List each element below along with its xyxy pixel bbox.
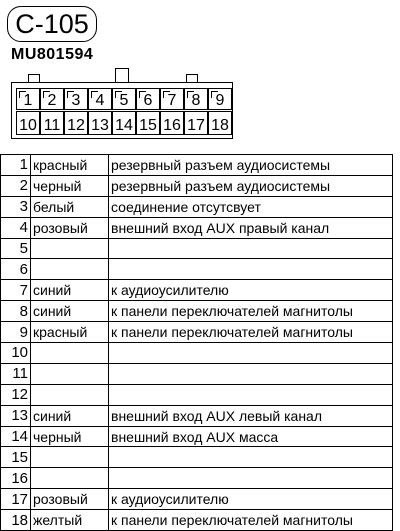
pin-number-cell: 6 bbox=[1, 259, 31, 280]
table-row bbox=[1, 426, 393, 447]
table-row bbox=[1, 280, 393, 301]
pin-number-cell: 5 bbox=[1, 238, 31, 259]
pin-key-notch bbox=[43, 91, 50, 98]
connector-pin-label: 7 bbox=[167, 92, 177, 109]
wire-color-cell bbox=[31, 468, 109, 489]
connector-pin-label: 15 bbox=[139, 117, 157, 134]
table-row bbox=[1, 175, 393, 196]
description-cell: соединение отсутсвует bbox=[109, 196, 393, 217]
pin-number-cell: 15 bbox=[1, 447, 31, 468]
pin-key-notch bbox=[91, 91, 98, 98]
connector-pin-label: 5 bbox=[119, 92, 129, 109]
connector-pin-label: 10 bbox=[19, 117, 37, 134]
connector-pin bbox=[64, 111, 88, 135]
connector-pin-label: 16 bbox=[163, 117, 181, 134]
wire-color-cell bbox=[31, 259, 109, 280]
wire-color-cell bbox=[31, 384, 109, 405]
wire-color-cell bbox=[31, 363, 109, 384]
connector-bottom-row bbox=[16, 111, 232, 135]
pin-number-cell: 4 bbox=[1, 217, 31, 238]
connector-pin bbox=[160, 88, 184, 110]
table-row bbox=[1, 259, 393, 280]
table-row bbox=[1, 196, 393, 217]
pin-number-cell: 14 bbox=[1, 426, 31, 447]
wire-color-cell: черный bbox=[31, 426, 109, 447]
description-cell: к панели переключателей магнитолы bbox=[109, 301, 393, 322]
table-row bbox=[1, 217, 393, 238]
description-cell: резервный разъем аудиосистемы bbox=[109, 155, 393, 176]
description-cell bbox=[109, 259, 393, 280]
table-row bbox=[1, 405, 393, 426]
pin-number-cell: 12 bbox=[1, 384, 31, 405]
description-cell: к аудиоусилителю bbox=[109, 280, 393, 301]
pin-number-cell: 1 bbox=[1, 155, 31, 176]
description-cell: к панели переключателей магнитолы bbox=[109, 510, 393, 531]
connector-pin bbox=[88, 88, 112, 110]
connector-tab-center bbox=[115, 68, 129, 83]
pin-key-notch bbox=[19, 91, 26, 98]
description-cell bbox=[109, 363, 393, 384]
pin-number-cell: 10 bbox=[1, 343, 31, 364]
description-cell bbox=[109, 384, 393, 405]
wire-color-cell: синий bbox=[31, 405, 109, 426]
pin-key-notch bbox=[187, 91, 194, 98]
connector-pin bbox=[88, 111, 112, 135]
wire-color-cell: розовый bbox=[31, 217, 109, 238]
table-row bbox=[1, 384, 393, 405]
wire-color-cell: розовый bbox=[31, 489, 109, 510]
connector-pin-label: 2 bbox=[47, 92, 57, 109]
pin-key-notch bbox=[163, 91, 170, 98]
connector-pin bbox=[16, 111, 40, 135]
connector-pin-label: 6 bbox=[143, 92, 153, 109]
pin-key-notch bbox=[211, 91, 218, 98]
pin-number-cell: 11 bbox=[1, 363, 31, 384]
connector-pin-label: 12 bbox=[67, 117, 85, 134]
table-row bbox=[1, 238, 393, 259]
description-cell bbox=[109, 343, 393, 364]
table-row bbox=[1, 343, 393, 364]
description-cell: внешний вход AUX левый канал bbox=[109, 405, 393, 426]
connector-top-row bbox=[16, 88, 232, 110]
wire-color-cell: желтый bbox=[31, 510, 109, 531]
connector-id: C-105 bbox=[7, 6, 97, 42]
connector-pin bbox=[64, 88, 88, 110]
description-cell: к аудиоусилителю bbox=[109, 489, 393, 510]
connector-pin-label: 8 bbox=[191, 92, 201, 109]
table-row bbox=[1, 155, 393, 176]
connector-pin-label: 14 bbox=[115, 117, 133, 134]
pin-key-notch bbox=[139, 91, 146, 98]
wire-color-cell: синий bbox=[31, 280, 109, 301]
description-cell: к панели переключателей магнитолы bbox=[109, 322, 393, 343]
connector-pin-label: 18 bbox=[211, 117, 229, 134]
pin-number-cell: 17 bbox=[1, 489, 31, 510]
pin-number-cell: 18 bbox=[1, 510, 31, 531]
connector-pin bbox=[208, 88, 232, 110]
wire-color-cell bbox=[31, 343, 109, 364]
wire-color-cell: синий bbox=[31, 301, 109, 322]
wire-color-cell bbox=[31, 238, 109, 259]
pin-key-notch bbox=[67, 91, 74, 98]
table-row bbox=[1, 363, 393, 384]
wire-color-cell: белый bbox=[31, 196, 109, 217]
pin-key-notch bbox=[115, 91, 122, 98]
connector-pin-label: 11 bbox=[43, 117, 61, 134]
table-row bbox=[1, 301, 393, 322]
pinout-table bbox=[0, 154, 393, 531]
connector-pin bbox=[184, 111, 208, 135]
connector-pin-label: 13 bbox=[91, 117, 109, 134]
pin-number-cell: 8 bbox=[1, 301, 31, 322]
pin-number-cell: 3 bbox=[1, 196, 31, 217]
connector-body bbox=[11, 82, 233, 139]
description-cell bbox=[109, 447, 393, 468]
connector-pin bbox=[136, 88, 160, 110]
wire-color-cell: красный bbox=[31, 322, 109, 343]
pin-number-cell: 16 bbox=[1, 468, 31, 489]
connector-pin-label: 1 bbox=[23, 92, 33, 109]
wire-color-cell: черный bbox=[31, 175, 109, 196]
connector-pin-label: 17 bbox=[187, 117, 205, 134]
connector-pin-label: 9 bbox=[215, 92, 225, 109]
connector-pin bbox=[184, 88, 208, 110]
table-row bbox=[1, 447, 393, 468]
connector-pin bbox=[40, 111, 64, 135]
connector-pin-label: 3 bbox=[71, 92, 81, 109]
connector-pin bbox=[208, 111, 232, 135]
pin-number-cell: 9 bbox=[1, 322, 31, 343]
pin-number-cell: 7 bbox=[1, 280, 31, 301]
connector-pin bbox=[112, 111, 136, 135]
connector-pin-label: 4 bbox=[95, 92, 105, 109]
part-number: MU801594 bbox=[11, 46, 94, 63]
table-row bbox=[1, 468, 393, 489]
wire-color-cell: красный bbox=[31, 155, 109, 176]
connector-pin bbox=[136, 111, 160, 135]
pin-number-cell: 2 bbox=[1, 175, 31, 196]
pin-number-cell: 13 bbox=[1, 405, 31, 426]
description-cell: резервный разъем аудиосистемы bbox=[109, 175, 393, 196]
connector-pin bbox=[160, 111, 184, 135]
description-cell: внешний вход AUX масса bbox=[109, 426, 393, 447]
connector-pin bbox=[40, 88, 64, 110]
connector-pin bbox=[16, 88, 40, 110]
description-cell bbox=[109, 238, 393, 259]
table-row bbox=[1, 489, 393, 510]
table-row bbox=[1, 322, 393, 343]
connector-pin bbox=[112, 88, 136, 110]
table-row bbox=[1, 510, 393, 531]
wire-color-cell bbox=[31, 447, 109, 468]
description-cell bbox=[109, 468, 393, 489]
description-cell: внешний вход AUX правый канал bbox=[109, 217, 393, 238]
